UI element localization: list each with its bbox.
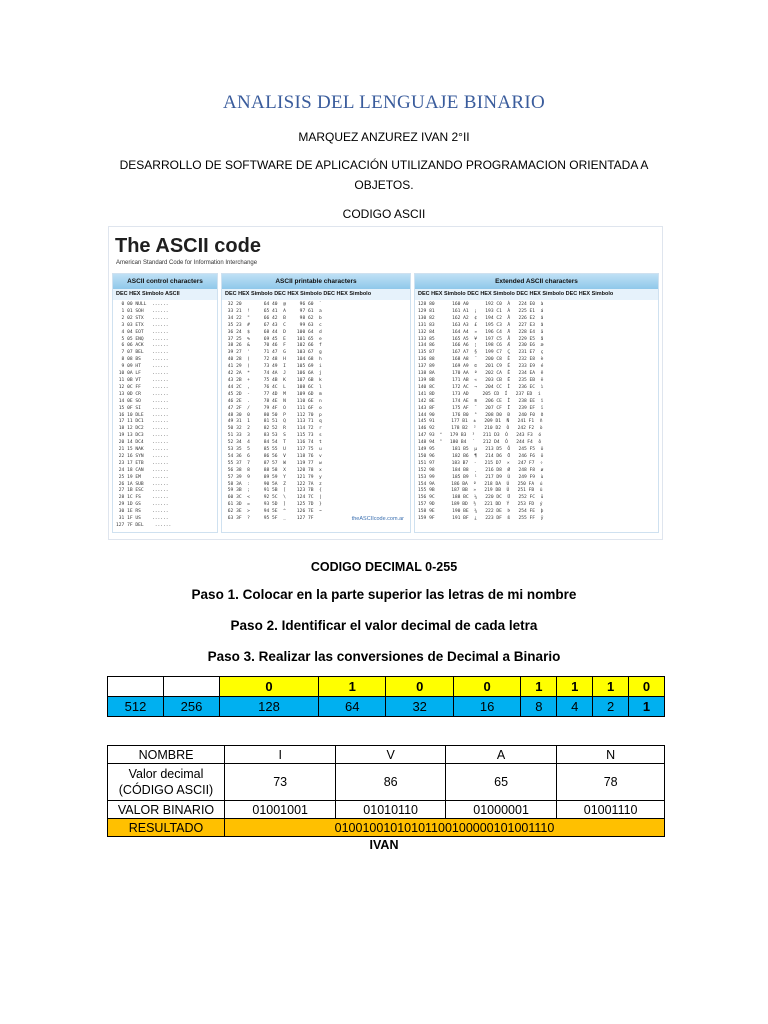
- ascii-source-url: theASCIIcode.com.ar: [351, 516, 404, 522]
- weight-cell: 16: [453, 697, 520, 717]
- bit-cell: 1: [557, 677, 593, 697]
- decimal-label-line-1: Valor decimal: [128, 767, 204, 781]
- bit-cell: 0: [629, 677, 665, 697]
- ascii-printable-panel: [221, 273, 411, 533]
- decimal-heading: CODIGO DECIMAL 0-255: [310, 560, 458, 574]
- bit-cell: [164, 677, 220, 697]
- author-line: MARQUEZ ANZUREZ IVAN 2°II: [298, 130, 470, 144]
- letters-row: [108, 746, 665, 764]
- ascii-image-subtitle: American Standard Code for Information Interchange: [116, 260, 258, 266]
- letter-cell: N: [557, 746, 665, 764]
- weight-cell: 4: [557, 697, 593, 717]
- weight-cell: 1: [629, 697, 665, 717]
- subject-line-1: DESARROLLO DE SOFTWARE DE APLICACIÓN UTILIZANDO PROGRAMACION ORIENTADA A: [119, 158, 649, 172]
- binary-cell: 01001001: [225, 801, 336, 819]
- weight-cell: 128: [220, 697, 319, 717]
- letter-cell: A: [445, 746, 556, 764]
- bits-row: [108, 677, 665, 697]
- ascii-printable-title: ASCII printable characters: [222, 274, 410, 289]
- ascii-printable-columns: DEC HEX Simbolo DEC HEX Simbolo DEC HEX Simbolo: [222, 289, 410, 300]
- binary-weights-table: [107, 676, 665, 717]
- bit-cell: [108, 677, 164, 697]
- ascii-control-rows: 0 00 NULL ...... 1 01 SOH ...... 2 02 STX ...... 3 03 ETX ...... 4 04 EOT ...... 5 05 ENQ ...... 6 06 ACK ...... 7 07 BEL ...... 8 08 BS ...... 9 09 HT ...... 10 0A LF ...... 11 0B VT ...... 12 0C FF ...... 13 0D CR ...... 14 0E SO ...... 15 0F SI ...... 16 10 DLE ...... 17 11 DC1 ...... 18 12 DC2 ...... 19 13 DC3 ...... 20 14 DC4 ...... 21 15 NAK ...... 22 16 SYN ...... 23 17 ETB ...... 24 18 CAN ...... 25 19 EM ...... 26 1A SUB ...... 27 1B ESC ...... 28 1C FS ...... 29 1D GS ...... 30 1E RS ...... 31 1F US ...... 127 7F DEL ......: [116, 302, 172, 528]
- step-2: Paso 2. Identificar el valor decimal de cada letra: [230, 618, 538, 633]
- bit-cell: 1: [319, 677, 386, 697]
- name-conversion-table: [107, 745, 665, 837]
- decimal-cell: 78: [557, 764, 665, 801]
- binary-row-label: VALOR BINARIO: [108, 801, 225, 819]
- binary-row: [108, 801, 665, 819]
- bit-cell: 0: [453, 677, 520, 697]
- result-label: RESULTADO: [108, 819, 225, 837]
- weight-cell: 256: [164, 697, 220, 717]
- ascii-control-panel: [112, 273, 218, 533]
- weight-cell: 64: [319, 697, 386, 717]
- decimal-cell: 65: [445, 764, 556, 801]
- subject-line-2: OBJETOS.: [354, 178, 414, 192]
- binary-cell: 01000001: [445, 801, 556, 819]
- ascii-extended-columns: DEC HEX Simbolo DEC HEX Simbolo DEC HEX Simbolo DEC HEX Simbolo: [415, 289, 658, 300]
- ascii-extended-panel: [414, 273, 659, 533]
- bit-cell: 1: [593, 677, 629, 697]
- ascii-code-image: [108, 226, 663, 540]
- step-1: Paso 1. Colocar en la parte superior las letras de mi nombre: [191, 587, 577, 602]
- binary-cell: 01001110: [557, 801, 665, 819]
- weight-cell: 2: [593, 697, 629, 717]
- weights-row: [108, 697, 665, 717]
- name-caption: IVAN: [369, 838, 399, 852]
- bit-cell: 1: [521, 677, 557, 697]
- decimal-row-label: [108, 764, 225, 801]
- decimal-label-line-2: (CÓDIGO ASCII): [118, 783, 214, 797]
- letter-cell: I: [225, 746, 336, 764]
- step-3: Paso 3. Realizar las conversiones de Decimal a Binario: [207, 649, 561, 664]
- ascii-extended-rows: 128 80  160 A0 192 C0 À 224 E0 à 129 81  161 A1 ¡ 193 C1 Á 225 E1 á 130 82  162 A2 ¢ 194 C2 Â 226 E2 â 131 83  163 A3 £ 195 C3 Ã 227 E3 ã 132 84  164 A4 ¤ 196 C4 Ä 228 E4 ä 133 85 165 A5 ¥ 197 C5 Å 229 E5 å 134 86  166 A6 ¦ 198 C6 Æ 230 E6 æ 135 87  167 A7 § 199 C7 Ç 231 E7 ç 136 88  168 A8 ¨ 200 C8 È 232 E8 è 137 89  169 A9 © 201 C9 É 233 E9 é 138 8A  170 AA ª 202 CA Ê 234 EA ê 139 8B  171 AB « 203 CB Ë 235 EB ë 140 8C  172 AC ¬ 204 CC Ì 236 EC ì 141 8D  173 AD 205 CD Í 237 ED í 142 8E  174 AE ® 206 CE Î 238 EE î 143 8F  175 AF ¯ 207 CF Ï 239 EF ï 144 90  176 B0 ° 208 D0 Ð 240 F0 ð 145 91  177 B1 ± 209 D1 Ñ 241 F1 ñ 146 92  178 B2 ² 210 D2 Ò 242 F2 ò 147 93  179 B3 ³ 211 D3 Ó 243 F3 ó 148 94  180 B4 ´ 212 D4 Ô 244 F4 ô 149 95  181 B5 µ 213 D5 Õ 245 F5 õ 150 96  182 B6 ¶ 214 D6 Ö 246 F6 ö 151 97  183 B7 · 215 D7 × 247 F7 ÷ 152 98  184 B8 ¸ 216 D8 Ø 248 F8 ø 153 99  185 B9 ¹ 217 D9 Ù 249 F9 ù 154 9A  186 BA º 218 DA Ú 250 FA ú 155 9B  187 BB » 219 DB Û 251 FB û 156 9C  188 BC ¼ 220 DC Ü 252 FC ü 157 9D  189 BD ½ 221 DD Ý 253 FD ý 158 9E  190 BE ¾ 222 DE Þ 254 FE þ 159 9F  191 BF ¿ 223 DF ß 255 FF ÿ: [418, 302, 544, 522]
- result-value: 01001001010101100100000101001110: [225, 819, 665, 837]
- decimal-cell: 73: [225, 764, 336, 801]
- bit-cell: 0: [386, 677, 453, 697]
- ascii-control-title: ASCII control characters: [113, 274, 217, 289]
- ascii-image-title: The ASCII code: [115, 235, 261, 257]
- bit-cell: 0: [220, 677, 319, 697]
- decimal-row: [108, 764, 665, 801]
- name-header-label: NOMBRE: [108, 746, 225, 764]
- ascii-heading: CODIGO ASCII: [342, 207, 426, 221]
- ascii-extended-title: Extended ASCII characters: [415, 274, 658, 289]
- page-title: ANALISIS DEL LENGUAJE BINARIO: [223, 92, 545, 113]
- weight-cell: 512: [108, 697, 164, 717]
- binary-cell: 01010110: [336, 801, 446, 819]
- letter-cell: V: [336, 746, 446, 764]
- decimal-cell: 86: [336, 764, 446, 801]
- ascii-control-columns: DEC HEX Simbolo ASCII: [113, 289, 217, 300]
- ascii-printable-rows: 32 20 64 40 @ 96 60 ` 33 21 ! 65 41 A 97 61 a 34 22 " 66 42 B 98 62 b 35 23 # 67 43 C 99 63 c 36 24 $ 68 44 D 100 64 d 37 25 % 69 45 E 101 65 e 38 26 & 70 46 F 102 66 f 39 27 ' 71 47 G 103 67 g 40 28 ( 72 48 H 104 68 h 41 29 ) 73 49 I 105 69 i 42 2A * 74 4A J 106 6A j 43 2B + 75 4B K 107 6B k 44 2C , 76 4C L 108 6C l 45 2D - 77 4D M 109 6D m 46 2E . 78 4E N 110 6E n 47 2F / 79 4F O 111 6F o 48 30 0 80 50 P 112 70 p 49 31 1 81 51 Q 113 71 q 50 32 2 82 52 R 114 72 r 51 33 3 83 53 S 115 73 s 52 34 4 84 54 T 116 74 t 53 35 5 85 55 U 117 75 u 54 36 6 86 56 V 118 76 v 55 37 7 87 57 W 119 77 w 56 38 8 88 58 X 120 78 x 57 39 9 89 59 Y 121 79 y 58 3A : 90 5A Z 122 7A z 59 3B ; 91 5B [ 123 7B { 60 3C < 92 5C \ 124 7C | 61 3D = 93 5D ] 125 7D } 62 3E > 94 5E ^ 126 7E ~ 63 3F ? 95 5F _ 127 7F: [227, 302, 322, 522]
- result-row: [108, 819, 665, 837]
- weight-cell: 32: [386, 697, 453, 717]
- weight-cell: 8: [521, 697, 557, 717]
